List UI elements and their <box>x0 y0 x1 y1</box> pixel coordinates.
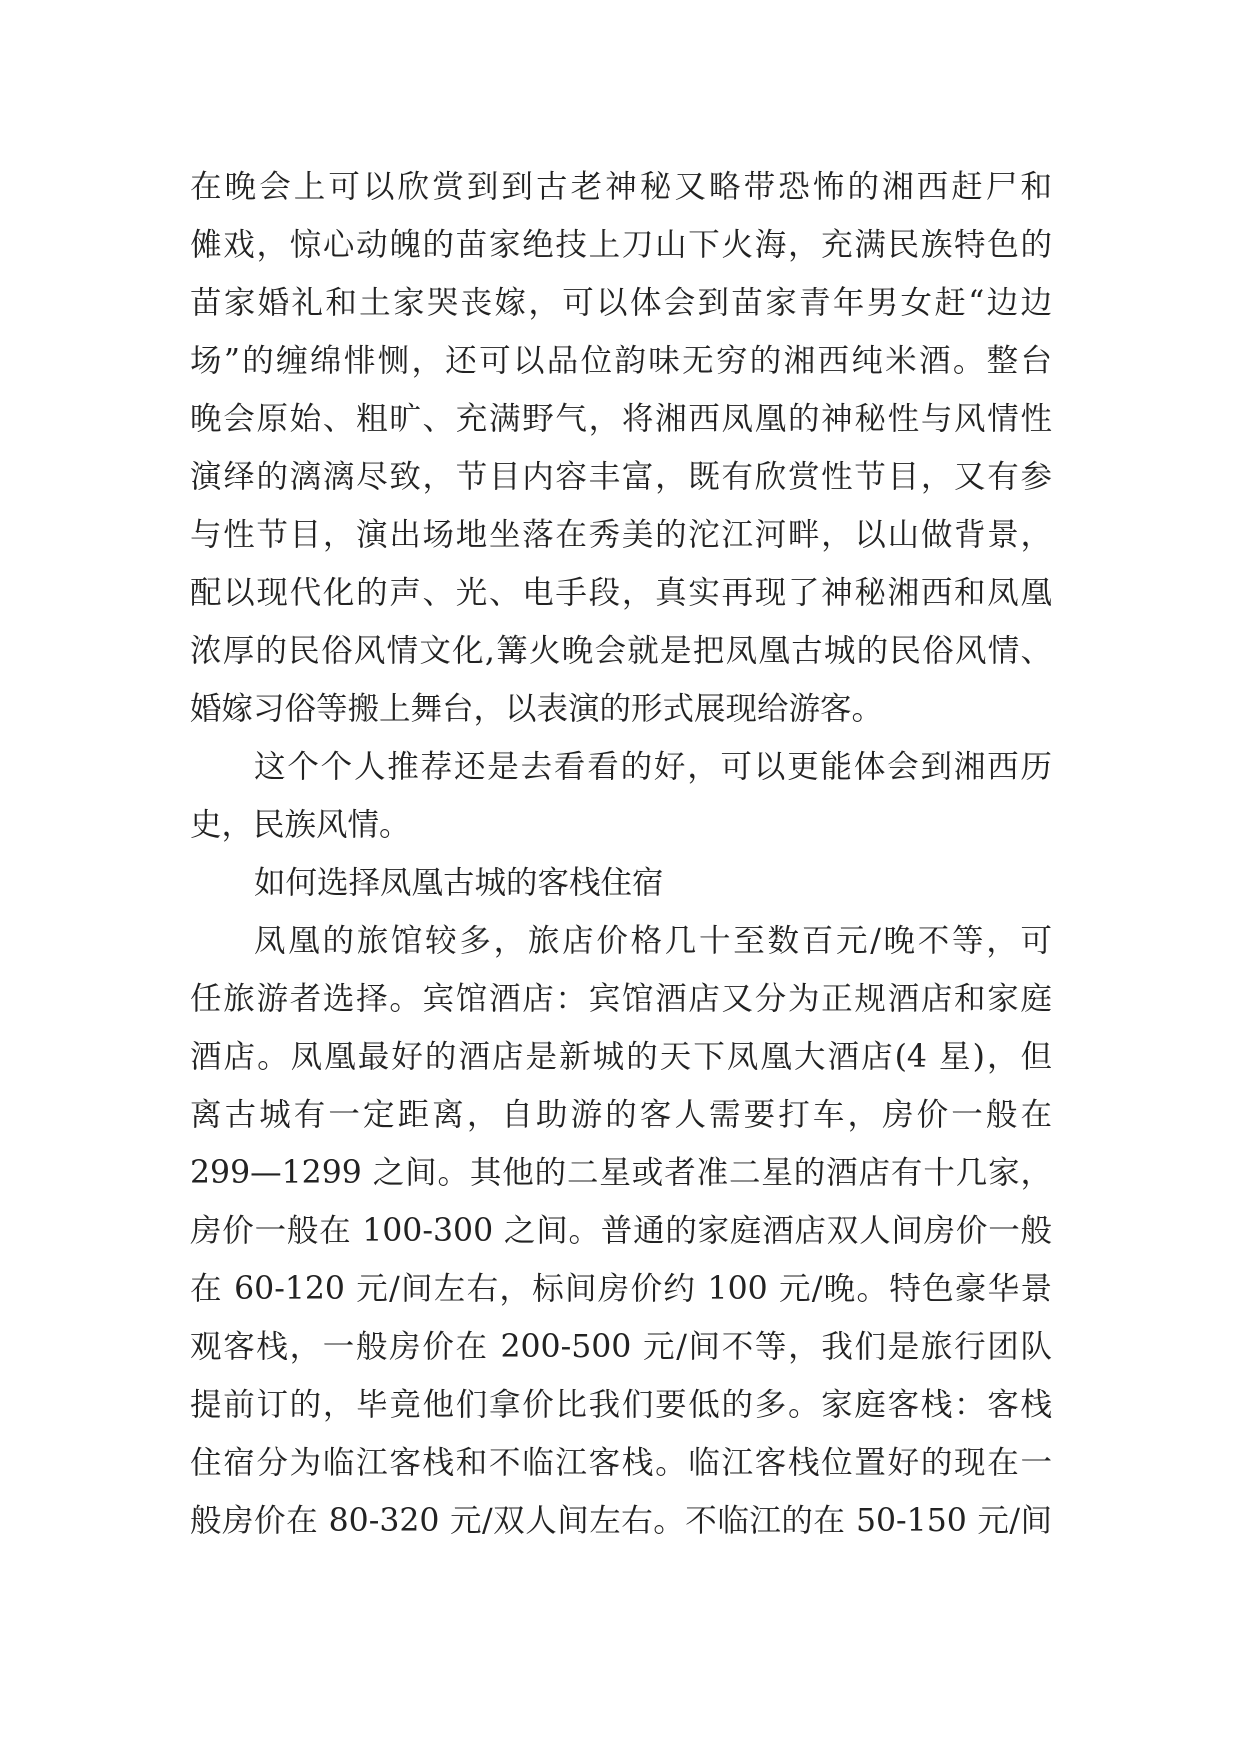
text-line: 离古城有一定距离，自助游的客人需要打车，房价一般在 <box>190 1097 1052 1133</box>
text-line: 在 60-120 元/间左右，标间房价约 100 元/晚。特色豪华景 <box>190 1271 1052 1307</box>
text-line: 般房价在 80-320 元/双人间左右。不临江的在 50-150 元/间 <box>190 1503 1052 1539</box>
text-line: 观客栈，一般房价在 200-500 元/间不等，我们是旅行团队 <box>190 1329 1052 1365</box>
text-line: 酒店。凤凰最好的酒店是新城的天下凤凰大酒店(4 星)，但 <box>190 1039 1052 1075</box>
text-line: 与性节目，演出场地坐落在秀美的沱江河畔，以山做背景， <box>190 517 1052 553</box>
text-line: 配以现代化的声、光、电手段，真实再现了神秘湘西和凤凰 <box>190 575 1052 611</box>
text-line: 演绎的漓漓尽致，节目内容丰富，既有欣赏性节目，又有参 <box>190 459 1052 495</box>
text-line: 傩戏，惊心动魄的苗家绝技上刀山下火海，充满民族特色的 <box>190 227 1052 263</box>
text-line: 史，民族风情。 <box>190 807 411 843</box>
text-line: 房价一般在 100-300 之间。普通的家庭酒店双人间房价一般 <box>190 1213 1052 1249</box>
text-line: 凤凰的旅馆较多，旅店价格几十至数百元/晚不等，可 <box>254 923 1052 959</box>
text-line: 浓厚的民俗风情文化,篝火晚会就是把凤凰古城的民俗风情、 <box>190 633 1052 669</box>
document-body <box>190 158 1052 1550</box>
text-line: 299—1299 之间。其他的二星或者准二星的酒店有十几家， <box>190 1155 1052 1191</box>
text-line: 如何选择凤凰古城的客栈住宿 <box>254 865 664 901</box>
text-line: 任旅游者选择。宾馆酒店：宾馆酒店又分为正规酒店和家庭 <box>190 981 1052 1017</box>
text-line: 晚会原始、粗旷、充满野气，将湘西凤凰的神秘性与风情性 <box>190 401 1052 437</box>
text-line: 住宿分为临江客栈和不临江客栈。临江客栈位置好的现在一 <box>190 1445 1052 1481</box>
text-line: 苗家婚礼和土家哭丧嫁，可以体会到苗家青年男女赶“边边 <box>190 285 1052 321</box>
text-line: 场”的缠绵悱恻，还可以品位韵味无穷的湘西纯米酒。整台 <box>190 343 1052 379</box>
text-line: 这个个人推荐还是去看看的好，可以更能体会到湘西历 <box>254 749 1052 785</box>
text-line: 婚嫁习俗等搬上舞台，以表演的形式展现给游客。 <box>190 691 884 727</box>
text-line: 在晚会上可以欣赏到到古老神秘又略带恐怖的湘西赶尸和 <box>190 169 1052 205</box>
text-line: 提前订的，毕竟他们拿价比我们要低的多。家庭客栈：客栈 <box>190 1387 1052 1423</box>
